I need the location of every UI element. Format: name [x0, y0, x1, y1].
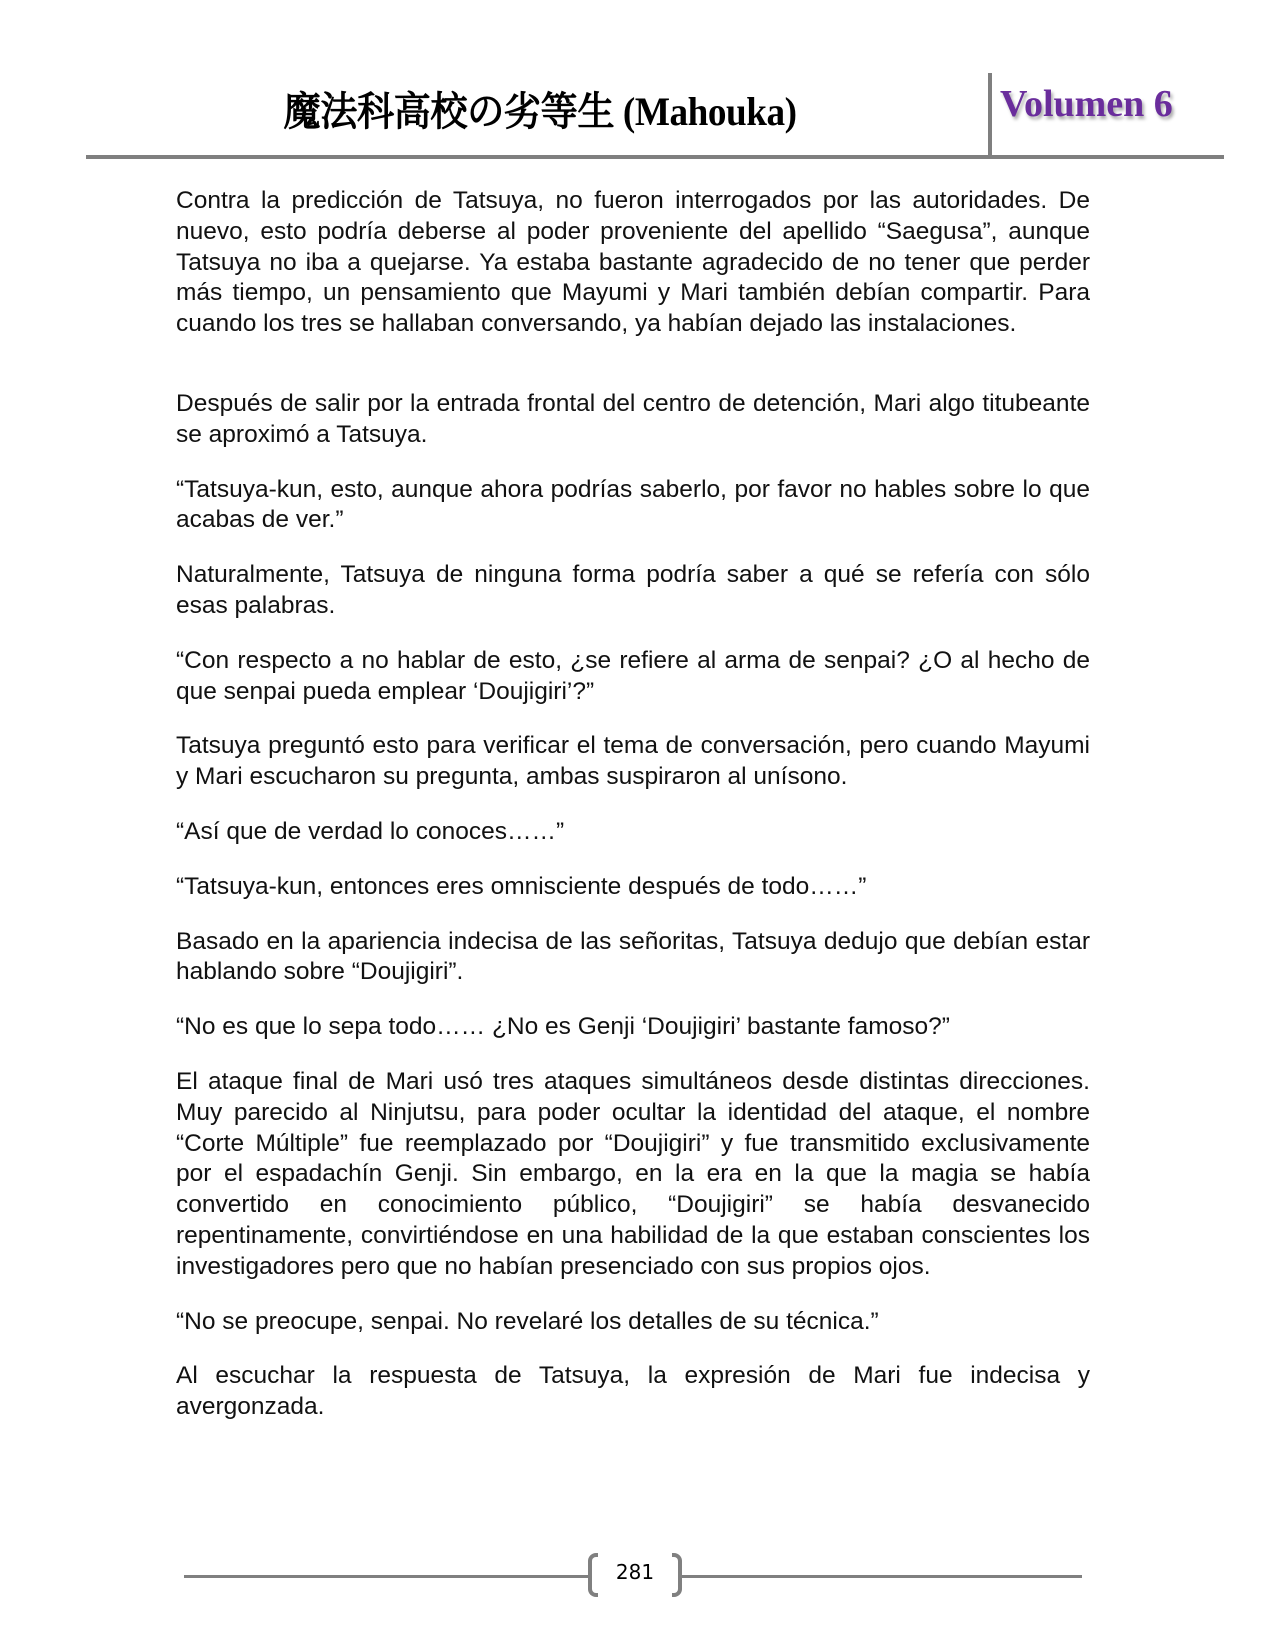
paragraph: Naturalmente, Tatsuya de ninguna forma podría saber a qué se refería con sólo esas palabras. — [176, 561, 1090, 619]
footer-rule-left — [184, 1575, 588, 1578]
volume-label: Volumen 6 — [1000, 83, 1173, 125]
paragraph: “No se preocupe, senpai. No revelaré los detalles de su técnica.” — [176, 1307, 879, 1335]
paragraph: “Tatsuya-kun, entonces eres omnisciente después de todo……” — [176, 872, 867, 900]
header-rule — [86, 155, 1224, 159]
page-number: 281 — [615, 1560, 655, 1584]
header-divider — [988, 73, 992, 159]
paragraph: El ataque final de Mari usó tres ataques simultáneos desde distintas direcciones. Muy parecido al Ninjutsu, para poder ocultar la identidad del ataque, el nombre “Corte Múltiple” fue reemplazado por “Doujigiri” y fue transmitido exclusivamente por el espadachín Genji. Sin embargo, en la era en la que la magia se había convertido en conocimiento público, “Doujigiri” se había desvanecido repentinamente, convirtiéndose en una habilidad de la que estaban conscientes los investigadores pero que no habían presenciado con sus propios ojos. — [176, 1067, 1090, 1280]
paragraph: Al escuchar la respuesta de Tatsuya, la expresión de Mari fue indecisa y avergonzada. — [176, 1362, 1090, 1421]
right-bracket-icon — [672, 1553, 682, 1597]
paragraph: “No es que lo sepa todo…… ¿No es Genji ‘Doujigiri’ bastante famoso?” — [176, 1013, 950, 1041]
paragraph: Tatsuya preguntó esto para verificar el tema de conversación, pero cuando Mayumi y Mari escucharon su pregunta, ambas suspiraron al unísono. — [176, 732, 1090, 791]
left-bracket-icon — [588, 1553, 598, 1597]
footer-rule-right — [682, 1575, 1082, 1578]
paragraph: “Con respecto a no hablar de esto, ¿se refiere al arma de senpai? ¿O al hecho de que senpai pueda emplear ‘Doujigiri’?” — [176, 646, 1090, 705]
paragraph: Después de salir por la entrada frontal del centro de detención, Mari algo titubeante se aproximó a Tatsuya. — [176, 389, 1090, 448]
page-body — [176, 186, 1090, 1423]
paragraph: Basado en la apariencia indecisa de las señoritas, Tatsuya dedujo que debían estar hablando sobre “Doujigiri”. — [176, 927, 1090, 986]
paragraph: “Tatsuya-kun, esto, aunque ahora podrías saberlo, por favor no hables sobre lo que acabas de ver.” — [176, 475, 1090, 534]
paragraph: “Así que de verdad lo conoces……” — [176, 817, 565, 845]
paragraph: Contra la predicción de Tatsuya, no fueron interrogados por las autoridades. De nuevo, esto podría deberse al poder proveniente del apellido “Saegusa”, aunque Tatsuya no iba a quejarse. Ya estaba bastante agradecido de no tener que perder más tiempo, un pensamiento que Mayumi y Mari también debían compartir. Para cuando los tres se hallaban conversando, ya habían dejado las instalaciones. — [176, 187, 1090, 338]
book-title: 魔法科高校の劣等生 (Mahouka) — [283, 89, 797, 134]
